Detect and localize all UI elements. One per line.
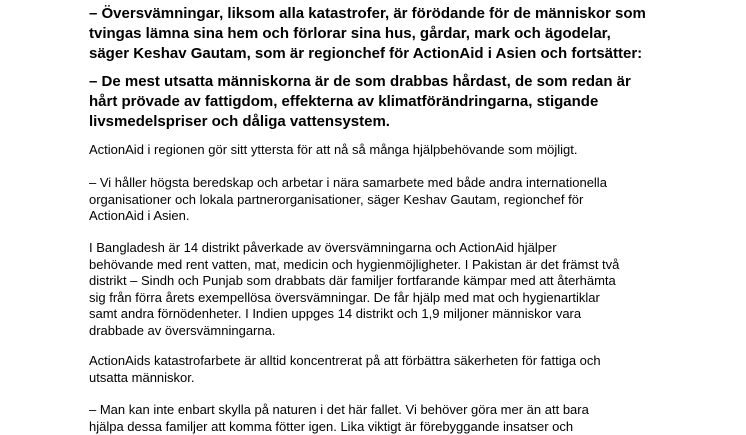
body-paragraph-1: [89, 142, 578, 159]
body-paragraph-4: [89, 353, 601, 386]
text-line: drabbade av översvämningarna.: [89, 323, 619, 340]
text-line: behövande med rent vatten, mat, medicin och hygienmöjligheter. I Pakistan är det främst två: [89, 257, 619, 274]
text-line: distrikt – Sindh och Punjab som drabbats där familjer fortfarande kämpar med att återhämta: [89, 273, 619, 290]
text-line: tvingas lämna sina hem och förlorar sina hus, gårdar, mark och ägodelar,: [89, 24, 646, 44]
text-line: – De mest utsatta människorna är de som drabbas hårdast, de som redan är: [89, 72, 631, 92]
text-line: – Vi håller högsta beredskap och arbetar i nära samarbete med både andra internationella: [89, 175, 607, 192]
body-paragraph-3: [89, 240, 619, 339]
text-line: hårt prövade av fattigdom, effekterna av klimatförändringarna, stigande: [89, 92, 631, 112]
text-line: ActionAid i Asien.: [89, 208, 607, 225]
text-line: ActionAid i regionen gör sitt yttersta för att nå så många hjälpbehövande som möjligt.: [89, 142, 578, 159]
text-line: utsatta människor.: [89, 370, 601, 387]
text-line: organisationer och lokala partnerorganisationer, säger Keshav Gautam, regionchef för: [89, 192, 607, 209]
bold-quote-paragraph-2: [89, 72, 631, 132]
body-paragraph-2: [89, 175, 607, 225]
text-line: livsmedelspriser och dåliga vattensystem.: [89, 112, 631, 132]
body-paragraph-5: [89, 402, 589, 435]
text-line: – Man kan inte enbart skylla på naturen i det här fallet. Vi behöver göra mer än att bara: [89, 402, 589, 419]
bold-quote-paragraph-1: [89, 4, 646, 64]
text-line: ActionAids katastrofarbete är alltid koncentrerat på att förbättra säkerheten för fattiga och: [89, 353, 601, 370]
text-line: – Översvämningar, liksom alla katastrofer, är förödande för de människor som: [89, 4, 646, 24]
text-line: säger Keshav Gautam, som är regionchef för ActionAid i Asien och fortsätter:: [89, 44, 646, 64]
text-line: I Bangladesh är 14 distrikt påverkade av översvämningarna och ActionAid hjälper: [89, 240, 619, 257]
text-line: samt andra förnödenheter. I Indien uppges 14 distrikt och 1,9 miljoner människor vara: [89, 306, 619, 323]
text-line: hjälpa dessa familjer att komma fötter igen. Lika viktigt är förebyggande insatser och: [89, 419, 589, 435]
text-line: sig från förra årets exempellösa översvämningar. De får hjälp med mat och hygienartiklar: [89, 290, 619, 307]
